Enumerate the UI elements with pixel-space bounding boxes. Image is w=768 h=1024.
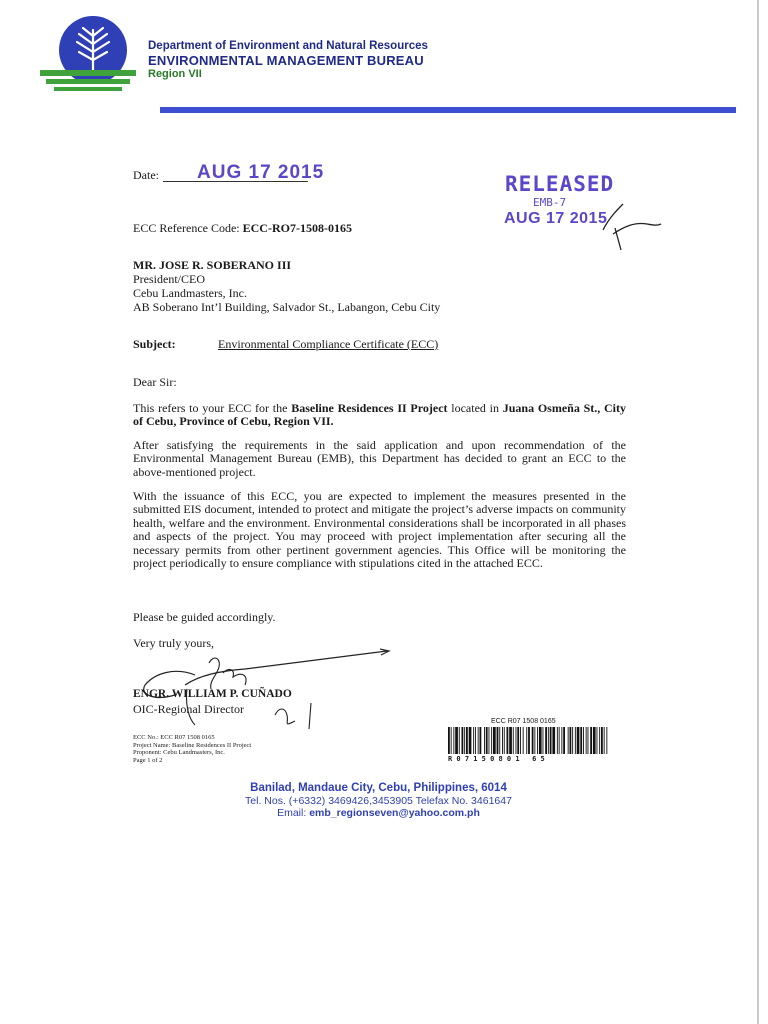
header-bureau: ENVIRONMENTAL MANAGEMENT BUREAU	[148, 53, 424, 68]
addressee-address: AB Soberano Int’l Building, Salvador St., Labangon, Cebu City	[133, 300, 441, 314]
addressee-name: MR. JOSE R. SOBERANO III	[133, 258, 292, 272]
paragraph-1	[133, 402, 626, 429]
subject-text: Environmental Compliance Certificate (ECC)	[218, 337, 439, 351]
project-name: Baseline Residences II Project	[291, 401, 448, 415]
closing-guided: Please be guided accordingly.	[133, 610, 276, 624]
header-region: Region VII	[148, 68, 202, 80]
barcode-icon	[448, 727, 608, 754]
barcode-digits: R07150801 65	[448, 755, 549, 763]
barcode-code-label: ECC R07 1508 0165	[491, 718, 556, 725]
addressee-company: Cebu Landmasters, Inc.	[133, 286, 247, 300]
released-stamp-date: AUG 17 2015	[504, 210, 608, 227]
signatory-name: ENGR. WILLIAM P. CUÑADO	[133, 688, 292, 700]
date-stamp: AUG 17 2015	[197, 162, 325, 183]
project-location: Juana Osmeña St., City of Cebu, Province of Cebu, Region VII.	[133, 401, 626, 429]
footer-phones: Tel. Nos. (+6332) 3469426,3453905 Telefax No. 3461647	[245, 795, 512, 807]
footer-email-line	[0, 807, 757, 819]
footnote-project: Project Name: Baseline Residences II Project	[133, 741, 252, 749]
header-department: Department of Environment and Natural Resources	[148, 40, 428, 52]
paragraph-1-text-b: located in	[447, 401, 503, 415]
subject-label: Subject:	[133, 337, 176, 351]
footnote-block	[133, 734, 251, 764]
footnote-ecc-no: ECC No.: ECC R07 1508 0165	[133, 734, 215, 741]
footer-email-label: Email:	[277, 807, 310, 819]
paragraph-3: With the issuance of this ECC, you are expected to implement the measures presented in the submitted EIS document, intended to protect and mitigate the project’s adverse impacts on community health, welfare and the environment. Environmental considerations shall be incorporated in all phases and aspects of the project. You may proceed with project implementation after securing all the necessary permits from other pertinent government agencies. This Office will be monitoring the project periodically to ensure compliance with stipulations cited in the attached ECC.	[133, 489, 626, 571]
page-edge	[757, 0, 759, 1024]
denr-logo-icon	[38, 14, 138, 94]
header-rule	[160, 107, 736, 113]
reference-code: ECC-RO7-1508-0165	[242, 221, 352, 235]
paragraph-1-text-a: This refers to your ECC for the	[133, 401, 292, 415]
released-stamp-word: RELEASED	[505, 172, 615, 196]
released-stamp-office: EMB-7	[533, 196, 567, 209]
footnote-page: Page 1 of 2	[133, 756, 163, 764]
signatory-title: OIC-Regional Director	[133, 702, 244, 716]
date-label: Date:	[133, 168, 159, 182]
paragraph-2: After satisfying the requirements in the said application and upon recommendation of the Environmental Management Bureau (EMB), this Department has decided to grant an ECC to the above-mentioned project.	[133, 438, 626, 479]
closing-yours: Very truly yours,	[133, 636, 214, 650]
footer-email-link[interactable]: emb_regionseven@yahoo.com.ph	[309, 807, 480, 819]
footer-address: Banilad, Mandaue City, Cebu, Philippines, 6014	[250, 782, 507, 794]
addressee-title: President/CEO	[133, 272, 205, 286]
reference-line	[133, 221, 352, 236]
footnote-proponent: Proponent: Cebu Landmasters, Inc.	[133, 749, 225, 756]
reference-label: ECC Reference Code:	[133, 221, 243, 235]
released-initials-icon	[595, 200, 665, 255]
salutation: Dear Sir:	[133, 375, 177, 389]
